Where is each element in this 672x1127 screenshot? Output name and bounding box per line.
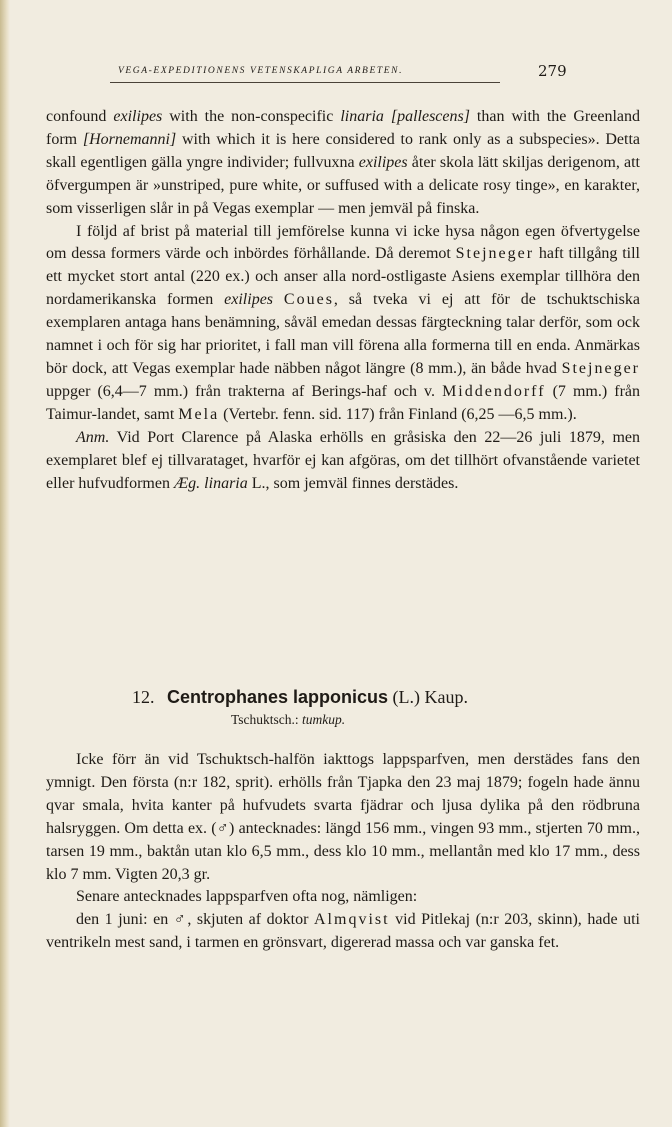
species-authority: (L.) Kaup. — [392, 687, 469, 707]
main-text — [46, 106, 640, 495]
paragraph-1: confound exilipes with the non-conspecific linaria [pallescens] than with the Greenland form [Hornemanni] with which it is here considered to rank only as a subspecies». Detta skall egentligen gälla yngre individer; fullvuxna exilipes åter skola lätt skiljas derigenom, att öfvergumpen är »unstriped, pure white, or suffused with a delicate rosy tinge», en karakter, som visserligen slår in på Vegas exemplar — men jemväl på finska. — [46, 108, 641, 217]
species-text — [46, 749, 640, 955]
species-local-name: Tschuktsch.: tumkup. — [231, 712, 346, 727]
species-heading: 12. Centrophanes lapponicus (L.) Kaup. — [132, 687, 469, 707]
paragraph-2: I följd af brist på material till jemförelse kunna vi icke hysa någon egen öfvertygelse om dessa formers värde och inbördes förhållande. Då deremot Stejneger haft tillgång till ett mycket stort antal (220 ex.) och anser alla nord-ostligaste Asiens exemplar tillhöra den nordamerikanska formen exilipes Coues, så tveka vi ej att för de tschuktschiska exemplaren antaga hans benämning, såväl emedan dessas färgteckning talar derför, som ock namnet i och för sig har prioritet, i fall man vill förena alla formerna till en enda. Anmärkas bör dock, att Vegas exemplar hade näbben något längre (8 mm.), än både hvad Stejneger uppger (6,4—7 mm.) från trakterna af Berings-haf och v. Middendorff (7 mm.) från Taimur-landet, samt Mela (Vertebr. fenn. sid. 117) från Finland (6,25 —6,5 mm.). — [46, 222, 641, 423]
species-name: Centrophanes lapponicus — [167, 687, 389, 707]
page-gutter — [0, 0, 10, 1127]
paragraph-5: Senare antecknades lappsparfven ofta nog, nämligen: — [76, 888, 418, 906]
paragraph-4: Icke förr än vid Tschuktsch-halfön iakttogs lappsparfven, men derstädes fans den ymnigt. Den första (n:r 182, sprit). erhölls från Tjapka den 23 maj 1879; fogeln hade ännu qvar smala, hvita kanter på hufvudets svarta fjädrar och ljusa dylika på den rödbruna halsryggen. Om detta ex. (♂) antecknades: längd 156 mm., vingen 93 mm., stjerten 70 mm., tarsen 19 mm., baktån utan klo 6,5 mm., dess klo 10 mm., mellantån med klo 17 mm., dess klo 7 mm. Vigten 20,3 gr. — [46, 751, 640, 883]
paragraph-anm: Anm. Vid Port Clarence på Alaska erhölls en gråsiska den 22—26 juli 1879, men exemplaret blef ej tillvarataget, hvarför ej kan afgöras, om det tillhört ofvanstående varietet eller hufvudformen Æg. linaria L., som jemväl finnes derstädes. — [46, 428, 640, 492]
page-number: 279 — [538, 62, 567, 80]
header-rule — [110, 82, 500, 83]
paragraph-6: den 1 juni: en ♂, skjuten af doktor Almqvist vid Pitlekaj (n:r 203, skinn), hade uti ventrikeln mest sand, i tarmen en grönsvart, digererad massa och var ganska fet. — [46, 911, 640, 952]
running-header: VEGA-EXPEDITIONENS VETENSKAPLIGA ARBETEN. — [118, 66, 404, 76]
